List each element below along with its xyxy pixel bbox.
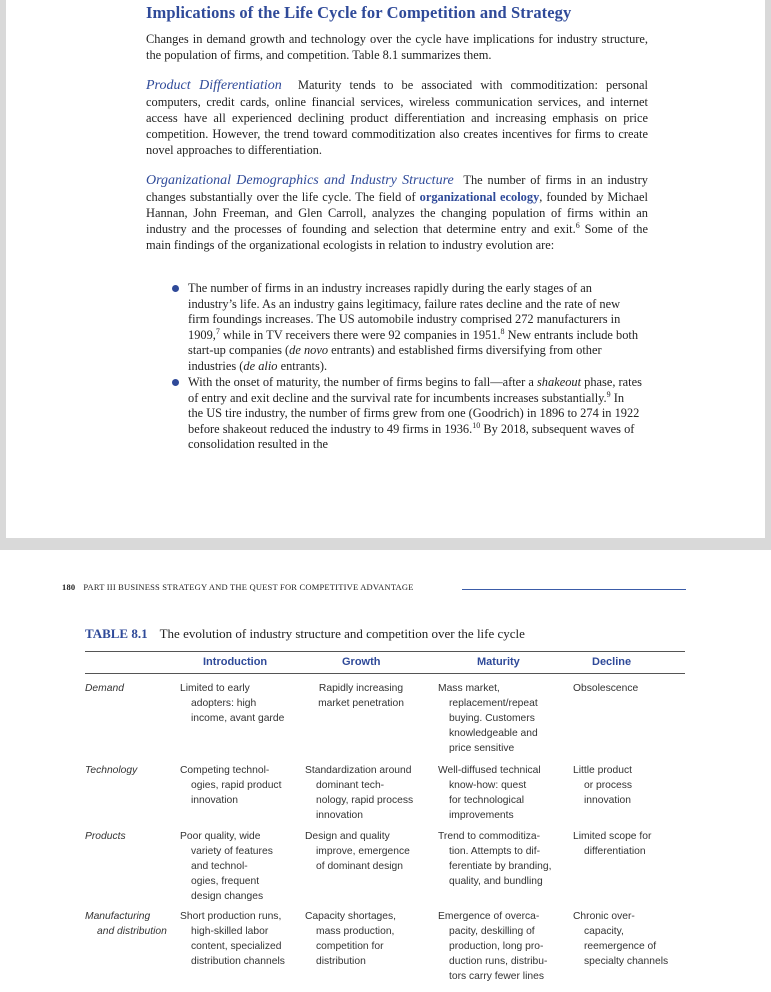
table-cell: Design and quality improve, emergence of dominant design — [305, 831, 410, 872]
footnote-ref: 7 — [215, 326, 220, 336]
page-number: 180 — [62, 582, 76, 592]
page-upper-content — [146, 0, 648, 454]
footnote-ref: 10 — [472, 420, 481, 430]
table-cell: Competing technol- ogies, rapid product innovation — [180, 765, 282, 806]
subheading-organizational-demographics: Organizational Demographics and Industry Structure — [146, 173, 454, 188]
row-label-technology: Technology — [85, 765, 138, 776]
bullet-icon — [172, 285, 179, 292]
table-cell: Rapidly increasing market penetration — [318, 683, 404, 709]
table-cell: Emergence of overca- pacity, deskilling of production, long pro- duction runs, distribu- tors carry fewer lines — [438, 911, 548, 982]
page-upper — [6, 0, 765, 538]
table-cell: Trend to commoditiza- tion. Attempts to dif- ferentiate by branding, quality, and bundling — [438, 831, 552, 887]
product-differentiation-paragraph: Product Differentiation Maturity tends to be associated with commoditization: personal computers, credit cards, online financial services, wireless communication services, and internet access have all experienced declining product differentiation and increasing emphasis on price competition. However, the trend toward commoditization also creates incentives for firms to create novel approaches to differentiation. — [146, 78, 648, 157]
row-label-products: Products — [85, 831, 126, 842]
row-label-demand: Demand — [85, 683, 124, 694]
column-header-growth: Growth — [342, 656, 381, 668]
table-cell: Chronic over- capacity, reemergence of specialty channels — [573, 911, 669, 967]
table-caption: TABLE 8.1 The evolution of industry structure and competition over the life cycle — [85, 626, 525, 641]
table-cell: Poor quality, wide variety of features and technol- ogies, frequent design changes — [180, 831, 273, 902]
footnote-ref: 6 — [575, 220, 580, 230]
table-cell: Limited to early adopters: high income, avant garde — [180, 683, 285, 724]
section-heading: Implications of the Life Cycle for Competition and Strategy — [146, 3, 572, 22]
column-header-introduction: Introduction — [203, 656, 268, 668]
table-cell: Capacity shortages, mass production, competition for distribution — [305, 911, 397, 967]
key-term-organizational-ecology: organizational ecology — [419, 190, 540, 204]
findings-list — [146, 281, 642, 453]
table-header-rule — [85, 673, 685, 674]
row-label-manufacturing: Manufacturing and distribution — [85, 911, 167, 937]
intro-paragraph: Changes in demand growth and technology over the cycle have implications for industry structure, the population of firms, and competition. Table 8.1 summarizes them. — [146, 32, 648, 62]
column-header-maturity: Maturity — [477, 656, 520, 668]
table-cell: Well-diffused technical know-how: quest for technological improvements — [438, 765, 541, 821]
running-head-rule — [462, 589, 686, 590]
table-number: TABLE 8.1 — [85, 626, 148, 641]
table-cell: Limited scope for differentiation — [573, 831, 652, 857]
list-item: The number of firms in an industry increases rapidly during the early stages of an industry’s life. As an industry gains legitimacy, failure rates decline and the rate of new firm foundings increases. The US automobile industry comprised 272 manufacturers in 1909,$^7$ while in TV receivers there were 92 companies in 1951.$^8$ New entrants include both start-up companies (de novo entrants) and established firms diversifying from other industries (de alio entrants). — [174, 281, 642, 374]
footnote-ref: 8 — [500, 326, 505, 336]
page-lower — [0, 550, 771, 992]
column-header-decline: Decline — [592, 656, 632, 668]
organizational-demographics-paragraph: Organizational Demographics and Industry Structure The number of firms in an industry changes substantially over the life cycle. The field of organizational ecology, founded by Michael Hannan, John Freeman, and Glen Carroll, analyzes the changing population of firms within an industry and the processes of founding and selection that determine entry and exit.$^6$ Some of the main findings of the organizational ecologists in relation to industry evolution are: — [146, 173, 649, 252]
table-cell: Little product or process innovation — [573, 765, 633, 806]
table-cell: Obsolescence — [573, 683, 639, 694]
footnote-ref: 9 — [606, 389, 611, 399]
bullet-icon — [172, 379, 179, 386]
table-top-rule — [85, 651, 685, 652]
table-cell: Short production runs, high-skilled labor content, specialized distribution channels — [180, 911, 285, 967]
table-cell: Mass market, replacement/repeat buying. Customers knowledgeable and price sensitive — [438, 683, 538, 754]
subheading-product-differentiation: Product Differentiation — [146, 78, 282, 93]
table-cell: Standardization around dominant tech- nology, rapid process innovation — [305, 765, 414, 821]
running-head: 180 PART III BUSINESS STRATEGY AND THE QUEST FOR COMPETITIVE ADVANTAGE — [62, 582, 414, 592]
list-item: With the onset of maturity, the number of firms begins to fall—after a shakeout phase, rates of entry and exit decline and the survival rate for incumbents increases substantially.$^9$ In the US tire industry, the number of firms grew from one (Goodrich) in 1896 to 274 in 1922 before shakeout reduced the industry to 49 firms in 1936.10 By 2018, subsequent waves of consolidation resulted in the — [174, 375, 642, 453]
